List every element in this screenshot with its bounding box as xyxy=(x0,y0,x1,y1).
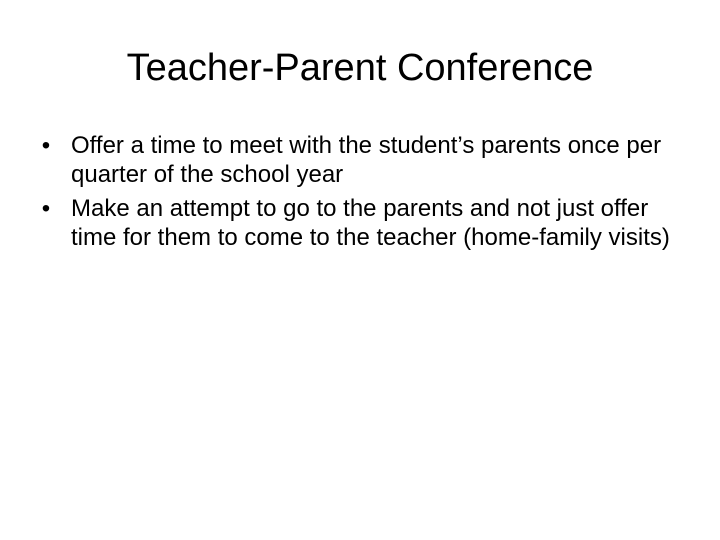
bullet-item xyxy=(36,195,696,252)
bullet-item xyxy=(36,132,696,189)
bullet-list xyxy=(36,132,696,258)
slide-title: Teacher-Parent Conference xyxy=(126,47,594,89)
bullet-icon: • xyxy=(41,195,51,222)
bullet-text: Make an attempt to go to the parents and not just offer time for them to come to the teacher (home-family visits) xyxy=(71,195,670,251)
bullet-text: Offer a time to meet with the student’s parents once per quarter of the school year xyxy=(71,132,662,188)
bullet-icon: • xyxy=(41,132,51,159)
